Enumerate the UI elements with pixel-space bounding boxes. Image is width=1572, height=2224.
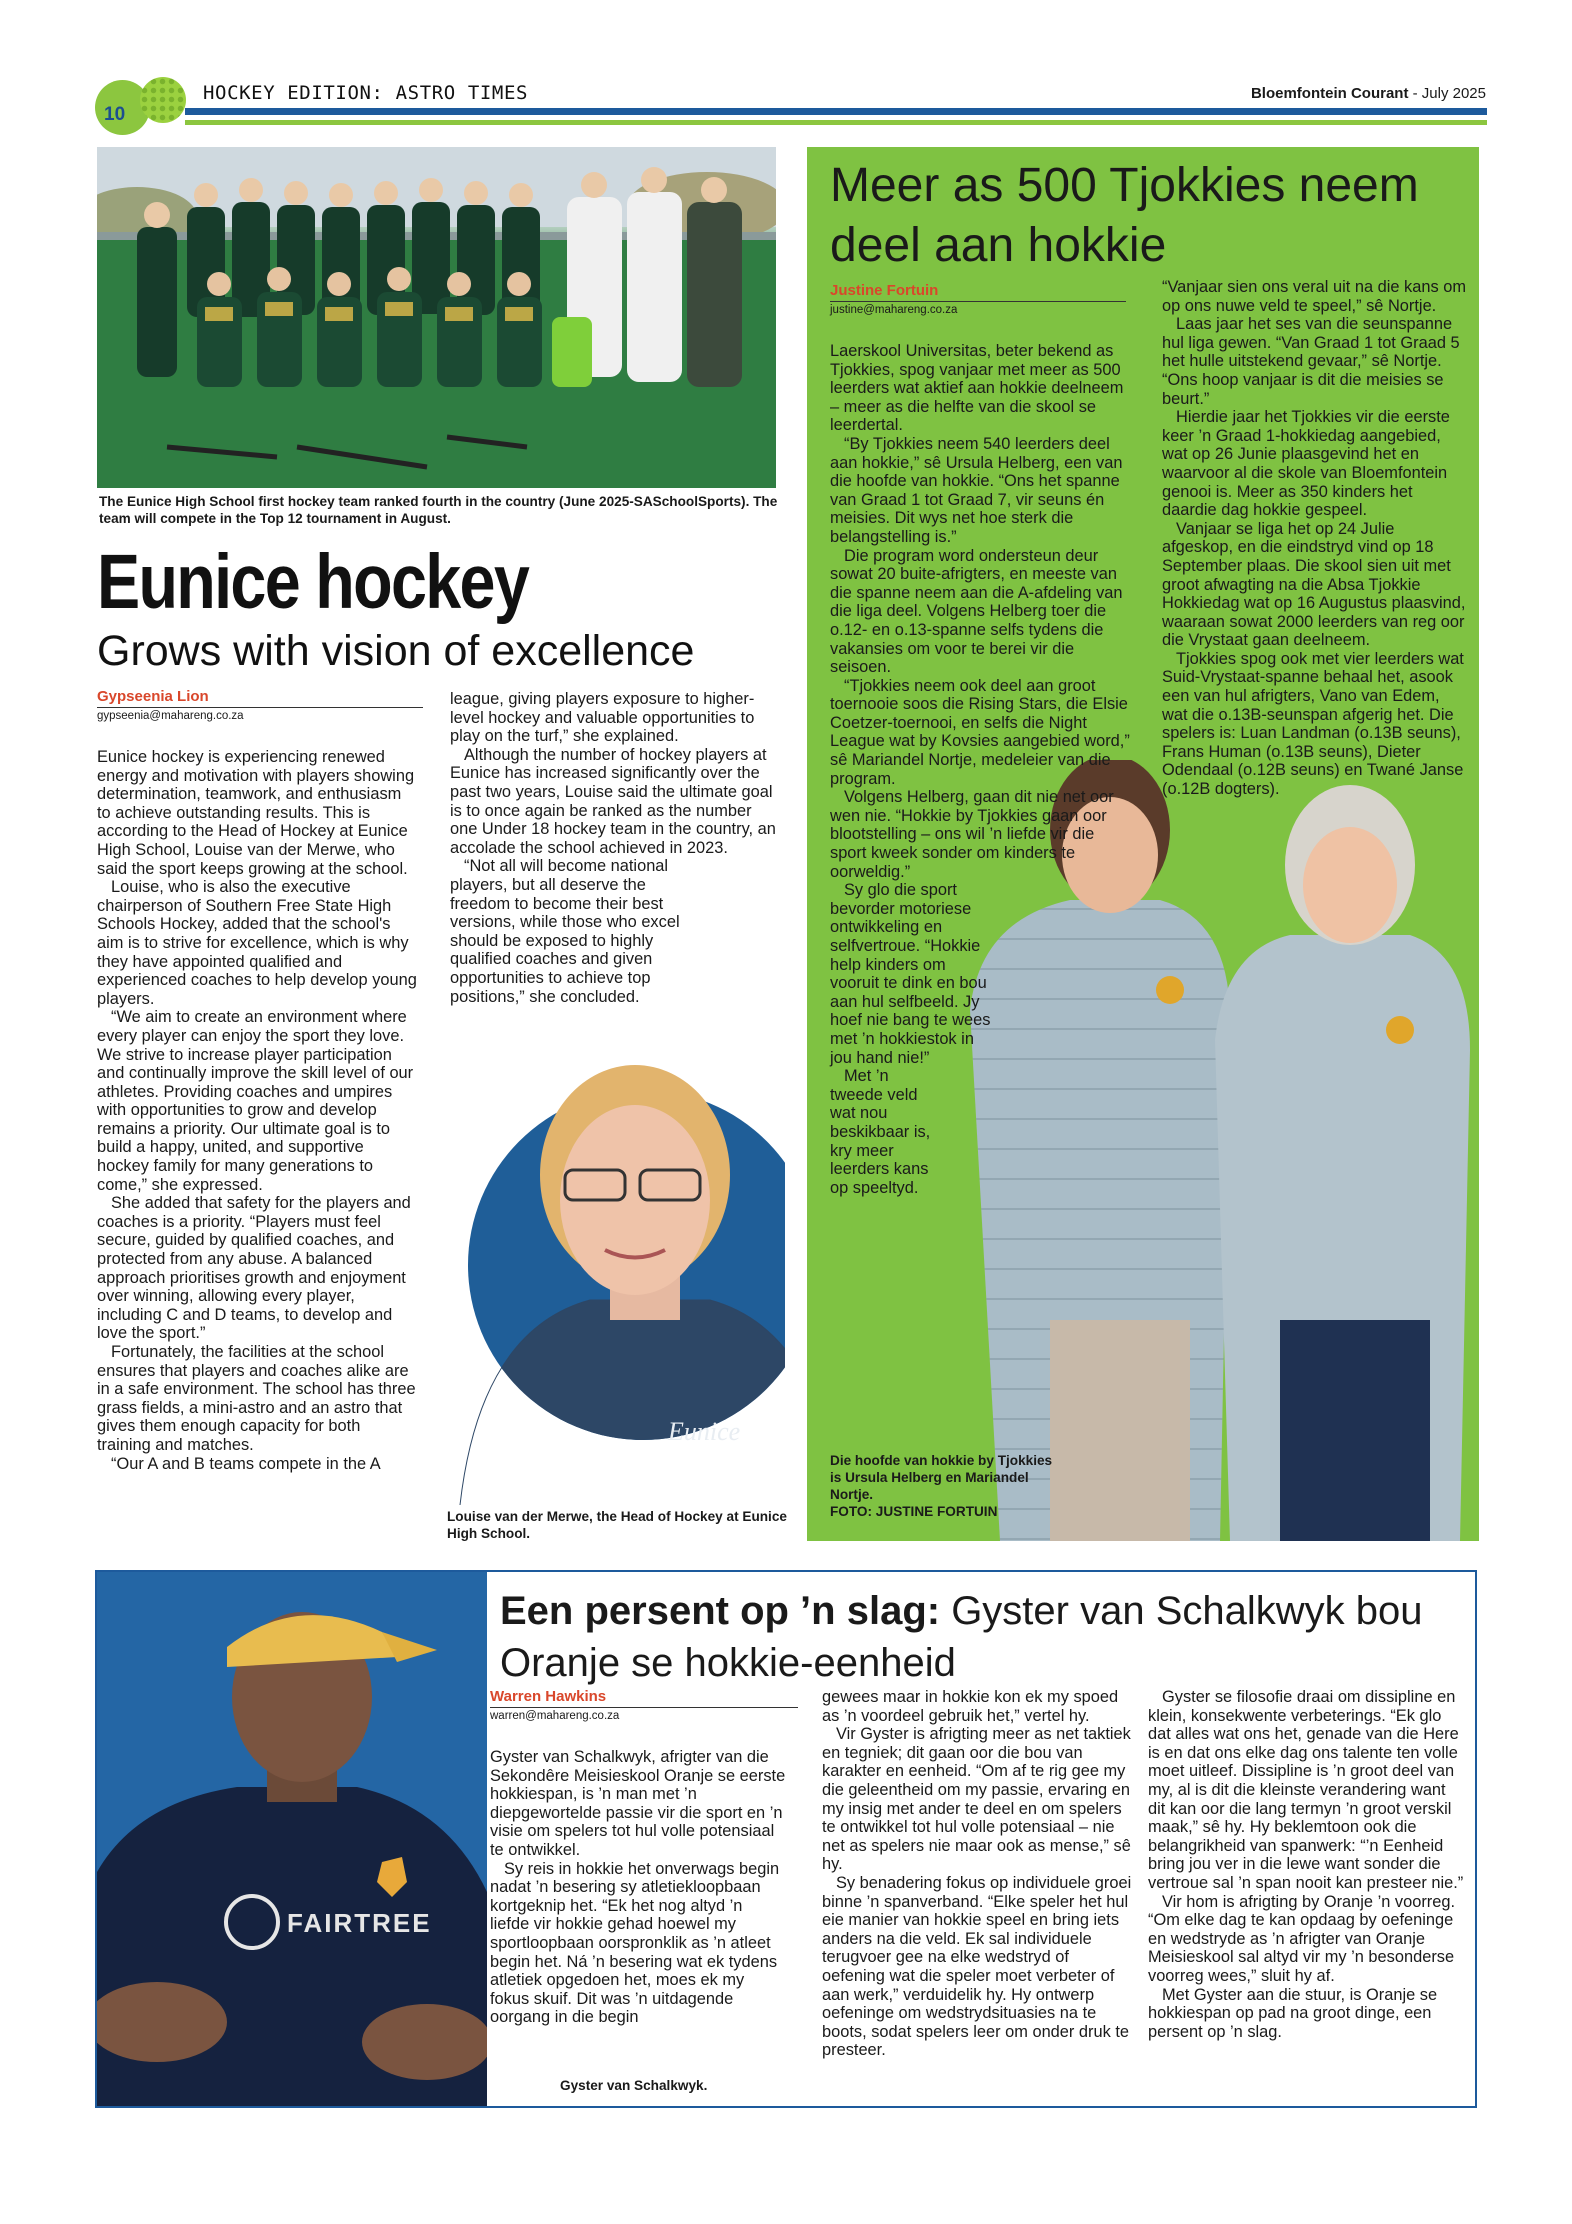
gyster-column-3 [1148, 1688, 1466, 2041]
eunice-paragraph: “We aim to create an environment where every player can enjoy the sport they love. We strive to increase player participation and continually improve the skill level of our athletes. Providing coaches and umpires with opportunities to grow and develop remains a priority. Our ultimate goal is to build a happy, united, and supportive hockey family for many generations to come,” she expressed. [97, 1008, 414, 1194]
eunice-subheadline: Grows with vision of excellence [97, 627, 695, 675]
tjokkies-column-2 [1162, 278, 1467, 799]
gyster-author: Warren Hawkins [490, 1688, 607, 1705]
tjokkies-paragraph: Vanjaar se liga het op 24 Julie afgeskop, en die eindstryd vind op 18 September plaas. Die skool sien uit met groot afwagting na die Absa Tjokkie Hokkiedag wat op 16 Augustus plaasvind, waaraan sowat 2000 leerders van reg oor die Vrystaat gaan deelneem. [1162, 519, 1466, 650]
tjokkies-author: Justine Fortuin [830, 282, 939, 299]
tjokkies-paragraph: Sy glo die sport bevorder motoriese ontwikkeling en selfvertroue. “Hokkie help kinders om vooruit te dink en bou aan hul selfbeeld. Jy hoef nie bang te wees met ’n hokkiestok in jou hand nie!” [830, 881, 991, 1067]
gyster-headline [500, 1585, 1460, 1689]
gyster-photo [97, 1572, 487, 2106]
eunice-column-1 [97, 748, 417, 1473]
eunice-paragraph: Although the number of hockey players at Eunice has increased significantly over the past two years, Louise said the ultimate goal is to once again be ranked as the number one Under 18 hockey team in the country, an accolade the school achieved in 2023. [450, 745, 776, 857]
gyster-headline-rest: Gyster van Schalkwyk bou Oranje se hokkie-eenheid [500, 1589, 1423, 1685]
gyster-caption: Gyster van Schalkwyk. [560, 2078, 708, 2093]
gyster-column-1 [490, 1748, 786, 2027]
eunice-author: Gypseenia Lion [97, 688, 209, 705]
tjokkies-column-1 [830, 342, 1130, 1197]
tjokkies-paragraph: “Vanjaar sien ons veral uit na die kans om op ons nuwe veld te speel,” sê Nortje. [1162, 278, 1466, 315]
gyster-byline [490, 1688, 798, 1722]
publication-name: Bloemfontein Courant [1250, 85, 1409, 102]
gyster-headline-bold: Een persent op ’n slag: [500, 1589, 941, 1633]
louise-portrait [440, 1000, 785, 1505]
eunice-paragraph: “Not all will become national players, but all deserve the freedom to become their best versions, while those who excel should be exposed to highly qualified coaches and given opportunities to achieve top positions,” she concluded. [450, 857, 680, 1006]
tjokkies-paragraph: “Tjokkies neem ook deel aan groot toernooie soos die Rising Stars, die Elsie Coetzer-toernooi, en selfs die Night League wat by Kovsies aangebied word,” sê Mariandel Nortje, medeleier van die program. [830, 676, 1130, 788]
eunice-paragraph: She added that safety for the players and coaches is a priority. “Players must feel secure, guided by qualified coaches, and protected from any abuse. A balanced approach prioritises growth and enjoyment over winning, allowing every player, including C and D teams, to develop and love the sport.” [97, 1194, 411, 1343]
tjokkies-caption [830, 1452, 1060, 1520]
gyster-paragraph: Gyster van Schalkwyk, afrigter van die Sekondêre Meisieskool Oranje se eerste hokkiespan, is ’n man met ’n diepgewortelde passie vir die sport en ’n visie om spelers tot hul volle potensiaal te ontwikkel. [490, 1748, 786, 1859]
gyster-paragraph: gewees maar in hokkie kon ek my spoed as ’n voordeel gebruik het,” vertel hy. [822, 1688, 1119, 1725]
tjokkies-paragraph: “By Tjokkies neem 540 leerders deel aan hokkie,” sê Ursula Helberg, een van die hoofde van hokkie. “Ons het spanne van Graad 1 tot Graad 7, vir seuns én meisies. Dit wys net hoe sterk die belangstelling is.” [830, 434, 1123, 546]
eunice-column-2 [450, 690, 782, 1006]
tjokkies-paragraph: Laerskool Universitas, beter bekend as Tjokkies, spog vanjaar met meer as 500 leerders wat aktief aan hokkie deelneem – meer as die helfte van die skool se leerdertal. [830, 342, 1124, 435]
gyster-shirt-text: FAIRTREE [287, 1908, 432, 1938]
eunice-paragraph: Fortunately, the facilities at the school ensures that players and coaches alike are in a safe environment. The school has three grass fields, a mini-astro and an astro that gives them enough capacity for both training and matches. [97, 1343, 416, 1454]
gyster-paragraph: Gyster se filosofie draai om dissipline en klein, konsekwente verbeterings. “Ek glo dat alles wat ons het, genade van die Here is en dat ons elke dag ons talente ten volle moet uitleef. Dissipline is ’n groot deel van my, al is dit die kleinste verandering want dit kan oor die lang termyn ’n groot verskil maak,” sê hy. Hy beklemtoon ook die belangrikheid van spanwerk: “’n Eenheid bring jou ver in die lewe want sonder die vertroue sal ’n span nooit kan presteer nie.” [1148, 1688, 1464, 1892]
team-photo [97, 147, 776, 488]
gyster-paragraph: Met Gyster aan die stuur, is Oranje se hokkiespan op pad na groot dinge, een persent op ’n slag. [1148, 1985, 1438, 2041]
tjokkies-paragraph: Tjokkies spog ook met vier leerders wat Suid-Vrystaat-spanne behaal het, asook een van hul afrigters, Vano van Edem, wat die o.13B-seunspan afgerig het. Die spelers is: Luan Landman (o.13B seuns), Frans Human (o.13B seuns), Dieter Odendaal (o.12B seuns) en Twané Janse (o.12B dogters). [1162, 649, 1464, 799]
team-photo-caption: The Eunice High School first hockey team ranked fourth in the country (June 2025-SASchoolSports). The team will compete in the Top 12 tournament in August. [99, 494, 778, 526]
team-photo-illustration [97, 147, 776, 488]
louise-portrait-illustration [440, 1000, 785, 1505]
gyster-email: warren@mahareng.co.za [490, 1707, 798, 1722]
tjokkies-paragraph: Laas jaar het ses van die seunspanne hul liga gewen. “Van Graad 1 tot Graad 5 het hulle uitstekend gevaar,” sê Nortje. “Ons hoop vanjaar is dit die meisies se beurt.” [1162, 315, 1460, 408]
gyster-column-2 [822, 1688, 1132, 2060]
tjokkies-paragraph: Volgens Helberg, gaan dit nie net oor wen nie. “Hokkie by Tjokkies gaan oor blootstelling – ons wil ’n liefde vir die sport kweek sonder om kinders te oorweldig.” [830, 788, 1114, 881]
gyster-photo-illustration [97, 1572, 487, 2106]
tjokkies-paragraph: Hierdie jaar het Tjokkies vir die eerste keer ’n Graad 1-hokkiedag aangebied, wat op 26 Junie plaasgevind het en waarvoor al die skole van Bloemfontein genooi is. Meer as 350 kinders het daardie dag hokkie gespeel. [1162, 408, 1450, 520]
tjokkies-caption-text: Die hoofde van hokkie by Tjokkies is Ursula Helberg en Mariandel Nortje. [830, 1453, 1053, 1502]
eunice-headline: Eunice hockey [97, 539, 529, 625]
page-number: 10 [104, 104, 126, 125]
hockey-ball-icon [140, 77, 186, 123]
publication-date: - July 2025 [1408, 85, 1486, 102]
gyster-paragraph: Sy reis in hokkie het onverwags begin nadat ’n besering sy atletiekloopbaan kortgeknip het. “Ek het nog altyd ’n liefde vir hokkie gehad hoewel my sportloopbaan oorspronklik as ’n atleet begin het. Ná ’n besering wat ek tydens atletiek opgedoen het, moes ek my fokus skuif. Dit was ’n uitdagende oorgang in die begin [490, 1859, 780, 2027]
eunice-paragraph: Eunice hockey is experiencing renewed energy and motivation with players showing determination, teamwork, and enthusiasm to achieve outstanding results. This is according to the Head of Hockey at Eunice High School, Louise van der Merwe, who said the sport keeps growing at the school. [97, 748, 415, 878]
gyster-paragraph: Vir Gyster is afrigting meer as net taktiek en tegniek; dit gaan oor die bou van karakter en eenheid. “Om af te rig gee my die geleentheid om my passie, ervaring en my insig met ander te deel en om spelers te ontwikkel tot hul volle potensiaal – nie net as spelers nie maar ook as mense,” sê hy. [822, 1725, 1131, 1874]
tjokkies-paragraph: Met ’n tweede veld wat nou beskikbaar is, kry meer leerders kans op speeltyd. [830, 1067, 931, 1197]
louise-shirt-logo: Eunice [668, 1417, 741, 1446]
section-masthead: HOCKEY EDITION: ASTRO TIMES [203, 82, 529, 104]
tjokkies-photo-credit: FOTO: JUSTINE FORTUIN [830, 1504, 998, 1519]
eunice-paragraph: “Our A and B teams compete in the A [111, 1454, 381, 1473]
tjokkies-headline: Meer as 500 Tjokkies neem deel aan hokkie [830, 159, 1419, 272]
louise-caption: Louise van der Merwe, the Head of Hockey at Eunice High School. [447, 1509, 787, 1541]
eunice-email: gypseenia@mahareng.co.za [97, 707, 423, 722]
eunice-paragraph: league, giving players exposure to higher-level hockey and valuable opportunities to play on the turf,” she explained. [450, 690, 755, 746]
tjokkies-email: justine@mahareng.co.za [830, 301, 1126, 316]
gyster-paragraph: Sy benadering fokus op individuele groei binne ’n spanverband. “Elke speler het hul eie manier van hokkie speel en bring iets anders na die veld. Ek sal individuele terugvoer gee na elke wedstryd of oefening wat die speler moet verbeter of aan werk,” verduidelik hy. Hy ontwerp oefeninge om wedstrydsituasies na te boots, sodat spelers leer om onder druk te presteer. [822, 1873, 1132, 2060]
header-rule-blue [185, 108, 1487, 115]
eunice-paragraph: Louise, who is also the executive chairperson of Southern Free State High Schools Hockey, added that the school's aim is to strive for excellence, which is why they have appointed qualified and experienced coaches to help develop young players. [97, 878, 417, 1008]
tjokkies-byline [830, 282, 1126, 316]
gyster-paragraph: Vir hom is afrigting by Oranje ’n voorreg. “Om elke dag te kan opdaag by oefeninge en wedstryde as ’n afrigter van Oranje Meisieskool sal altyd vir my ’n besonderse voorreg wees,” sluit hy af. [1148, 1892, 1456, 1985]
tjokkies-paragraph: Die program word ondersteun deur sowat 20 buite-afrigters, en meeste van die spanne neem aan die A-afdeling van die liga deel. Volgens Helberg toer die o.12- en o.13-spanne selfs tydens die vakansies om voor te berei vir die seisoen. [830, 546, 1123, 677]
eunice-byline [97, 688, 423, 722]
publication-dateline [1251, 85, 1486, 102]
header-rule-green [185, 120, 1487, 125]
